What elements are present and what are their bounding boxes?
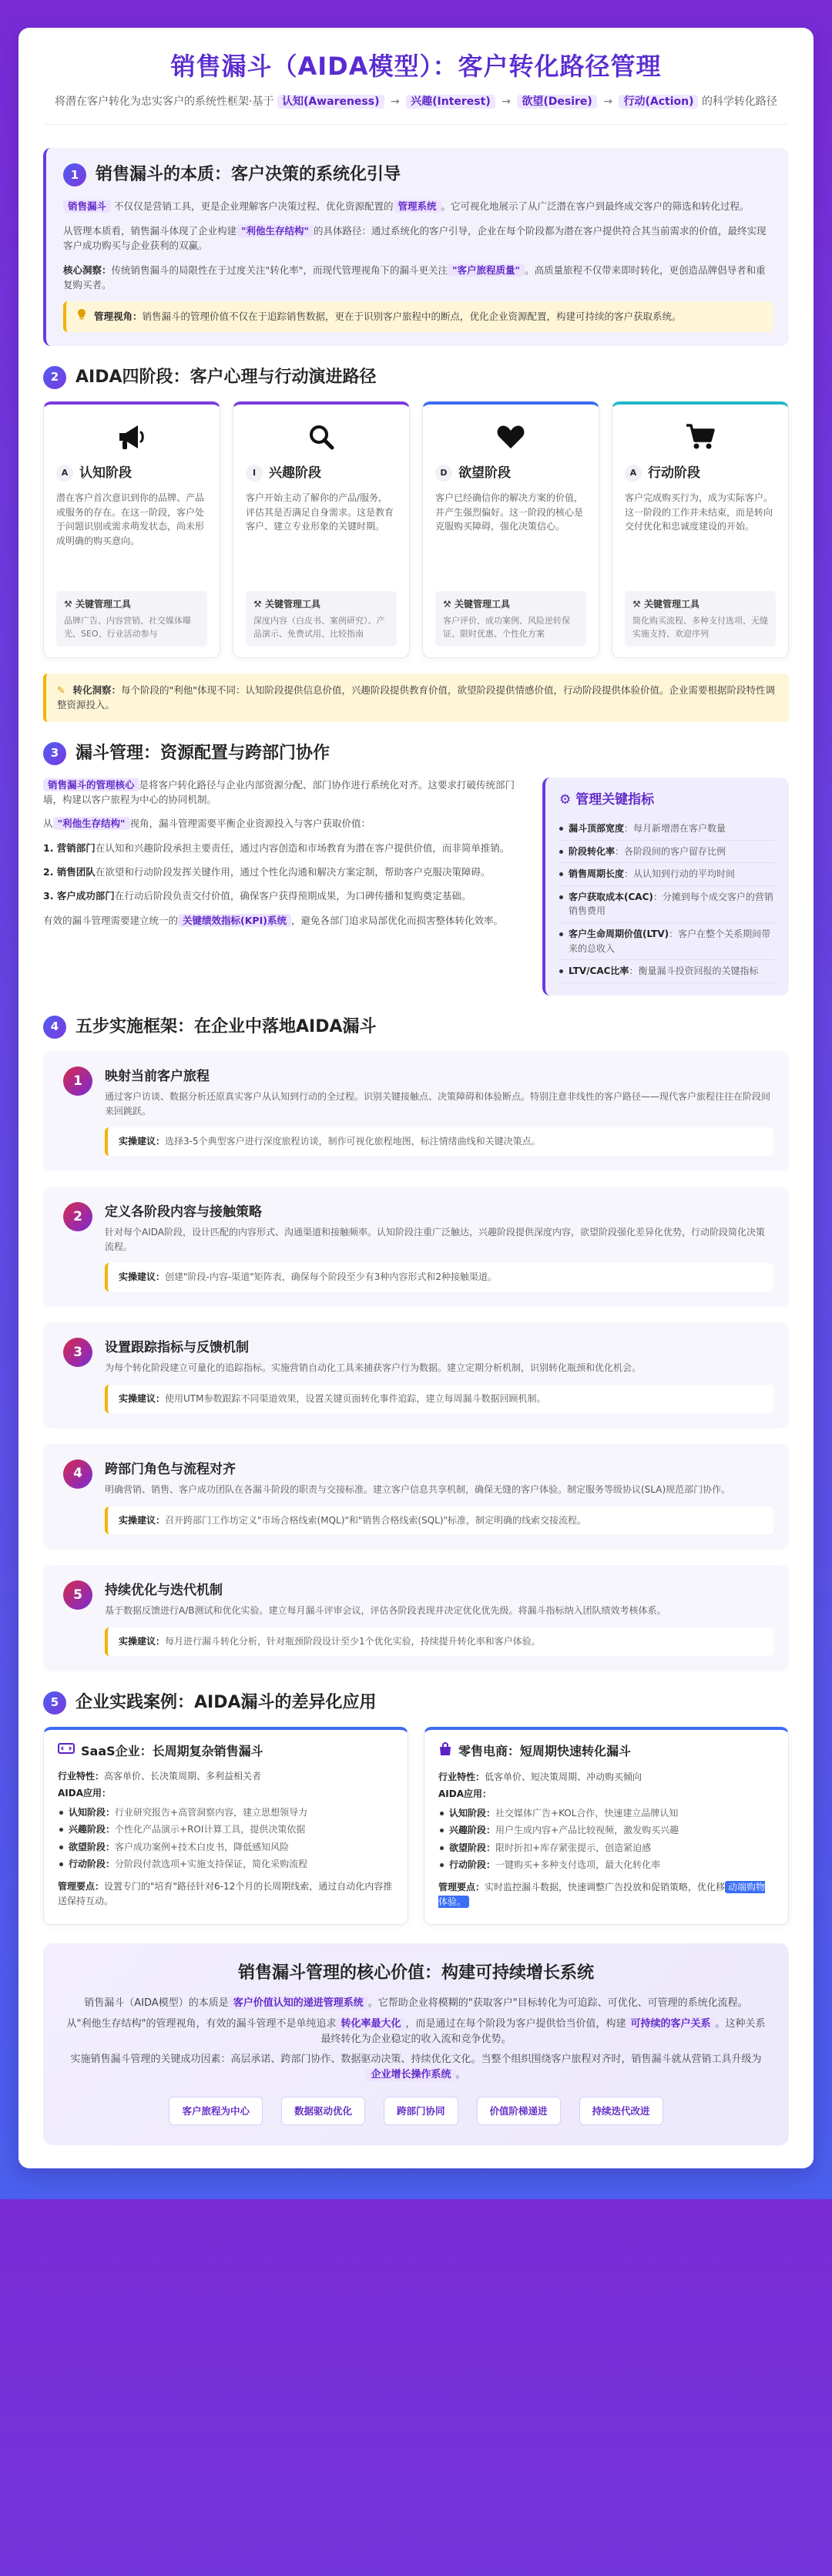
text: 。这种关系最终转化为企业稳定的收入流和竞争优势。 [320, 2017, 766, 2045]
page-subtitle [43, 94, 789, 111]
tip-text: 创建"阶段-内容-渠道"矩阵表，确保每个阶段至少有3种内容形式和2种接触渠道。 [165, 1271, 497, 1283]
section-essence [43, 148, 789, 345]
tools-list: 深度内容（白皮书、案例研究）、产品演示、免费试用、比较指南 [253, 615, 385, 639]
stage-letter: I [246, 465, 263, 482]
item-key: 兴趣阶段： [69, 1824, 116, 1835]
list-item: 销售周期长度：从认知到行动的平均时间 [559, 863, 775, 886]
step-description: 通过客户访谈、数据分析还原真实客户从认知到行动的全过程。识别关键接触点、决策障碍和体验断点。特别注意非线性的客户路径——现代客户旅程往往在阶段间来回跳跃。 [105, 1091, 771, 1117]
tools-title [253, 597, 389, 612]
stage-card-desire [422, 401, 599, 658]
step-tip [105, 1263, 773, 1291]
metric-desc: 客户在整个关系期间带来的总收入 [569, 928, 771, 954]
step-card [43, 1444, 789, 1550]
paragraph [43, 778, 527, 808]
paragraph [63, 199, 773, 213]
case-title-text: 零售电商：短周期快速转化漏斗 [458, 1744, 632, 1759]
stage-title: 欲望阶段 [458, 465, 511, 481]
item-value: 用户生成内容+产品比较视频，激发购买兴趣 [495, 1825, 679, 1836]
case-card-retail [424, 1727, 789, 1926]
section-title: AIDA四阶段：客户心理与行动演进路径 [75, 367, 377, 387]
item-key: 认知阶段： [69, 1806, 116, 1818]
tools-box [56, 591, 207, 647]
text: 。它帮助企业将模糊的"获取客户"目标转化为可追踪、可优化、可管理的系统化流程。 [367, 1997, 748, 2010]
step-number: 3 [63, 1338, 92, 1367]
metric-name: 客户生命周期价值(LTV) [569, 928, 669, 939]
pencil-icon: ✎ [57, 683, 65, 696]
item-value: 行业研究报告+高管洞察内容，建立思想领导力 [115, 1806, 308, 1818]
lead-text: 核心洞察： [63, 264, 112, 276]
step-card [43, 1051, 789, 1171]
stage-title: 行动阶段 [648, 465, 700, 481]
case-key-point [438, 1880, 774, 1909]
step-card [43, 1322, 789, 1429]
section-title: 漏斗管理：资源配置与跨部门协作 [75, 743, 330, 763]
tip-lead: 管理视角： [93, 311, 143, 323]
stage-description: 客户完成购买行为，成为实际客户。这一阶段的工作并未结束，而是转向交付优化和忠诚度建设的开始。 [625, 492, 773, 532]
arrow-icon: → [603, 95, 613, 108]
item-value: 个性化产品演示+ROI计算工具，提供决策依据 [115, 1824, 306, 1835]
highlight: "客户旅程质量" [448, 264, 525, 277]
tools-title-text: 关键管理工具 [643, 599, 699, 610]
paragraph [43, 816, 527, 831]
section-heading [43, 364, 789, 391]
metrics-title [559, 790, 775, 810]
step-body [105, 1202, 773, 1291]
steps-list [43, 1051, 789, 1671]
case-key-point [58, 1879, 394, 1908]
subtitle-suffix: 的科学转化路径 [701, 95, 777, 108]
step-number: 4 [63, 1459, 92, 1489]
tip-text: 销售漏斗的管理价值不仅在于追踪销售数据，更在于识别客户旅程中的断点，优化企业资源配置，构建可持续的客户获取系统。 [142, 311, 682, 323]
summary-title: 销售漏斗管理的核心价值：构建可持续增长系统 [237, 1963, 594, 1983]
value: 低客单价、短决策周期、冲动购买倾向 [485, 1771, 642, 1782]
step-title: 定义各阶段内容与接触策略 [105, 1204, 262, 1220]
management-text [43, 778, 527, 996]
case-list [438, 1805, 774, 1874]
lead-text: 2. 销售团队 [43, 866, 96, 878]
stage-title: 认知阶段 [79, 465, 132, 481]
metrics-list [559, 818, 775, 983]
case-studies [43, 1727, 789, 1926]
section-number: 5 [43, 1691, 66, 1715]
insight-box [43, 673, 789, 722]
subtitle-stage-awareness: 认知(Awareness) [277, 95, 384, 109]
step-tip [105, 1385, 773, 1413]
section-heading [63, 162, 773, 188]
text: 的具体路径：通过系统化的客户引导，企业在每个阶段都为潜在客户提供符合其当前需求的价值，最终实现客户成功购买与企业获利的双赢。 [63, 224, 767, 252]
text: 。高质量旅程不仅带来即时转化，更创造品牌倡导者和重复购买者。 [63, 264, 766, 291]
tag: 客户旅程为中心 [169, 2097, 263, 2125]
paragraph [43, 865, 527, 879]
insight-text: 每个阶段的"利他"体现不同：认知阶段提供信息价值，兴趣阶段提供教育价值，欲望阶段提供情感价值，行动阶段提供体验价值。企业需要根据阶段特性调整资源投入。 [57, 683, 775, 711]
case-title [58, 1742, 394, 1762]
text: 在行动后阶段负责交付价值，确保客户获得预期成果，为口碑传播和复购奠定基础。 [114, 890, 471, 902]
subtitle-stage-interest: 兴趣(Interest) [406, 95, 495, 109]
section-heading [43, 1690, 789, 1716]
tools-title-text: 关键管理工具 [454, 599, 510, 610]
item-key: 行动阶段： [449, 1859, 496, 1871]
tools-title [64, 597, 200, 612]
stage-letter: D [435, 465, 452, 482]
metric-name: 阶段转化率 [569, 845, 616, 857]
step-description: 针对每个AIDA阶段，设计匹配的内容形式、沟通渠道和接触频率。认知阶段注重广泛触达，兴趣阶段提供深度内容，欲望阶段强化差异化优势，行动阶段简化决策流程。 [105, 1227, 765, 1252]
step-tip [105, 1127, 773, 1156]
highlight: 关键绩效指标(KPI)系统 [178, 914, 291, 927]
header [43, 48, 789, 125]
label: 行业特性： [58, 1770, 105, 1782]
text: 销售漏斗（AIDA模型）的本质是 [84, 1997, 229, 2010]
step-body [105, 1338, 773, 1413]
step-number: 2 [63, 1202, 92, 1231]
cart-icon [625, 417, 776, 457]
step-title: 设置跟踪指标与反馈机制 [105, 1340, 249, 1356]
paragraph [65, 2017, 767, 2047]
section-number: 3 [43, 742, 66, 765]
tip-text: 使用UTM参数跟踪不同渠道效果，设置关键页面转化事件追踪，建立每周漏斗数据回顾机制。 [165, 1392, 546, 1404]
stage-heading [625, 463, 776, 483]
text: 从管理本质看，销售漏斗体现了企业构建 [63, 224, 237, 237]
metric-desc: 分摊到每个成交客户的营销销售费用 [569, 891, 773, 917]
text: 视角，漏斗管理需要平衡企业资源投入与客户获取价值： [129, 818, 371, 830]
list-item [438, 1822, 774, 1839]
metric-desc: 每月新增潜在客户数量 [633, 822, 726, 834]
section-heading [43, 1014, 789, 1040]
highlight: "利他生存结构" [53, 817, 130, 830]
metric-name: 客户获取成本(CAC) [569, 891, 653, 902]
step-title: 映射当前客户旅程 [105, 1068, 210, 1084]
tools-box [246, 591, 397, 647]
metrics-box [542, 778, 789, 996]
section-number: 2 [43, 366, 66, 389]
step-title: 跨部门角色与流程对齐 [105, 1461, 236, 1477]
item-value: 客户成功案例+技术白皮书，降低感知风险 [115, 1841, 290, 1852]
list-item [438, 1805, 774, 1822]
item-key: 兴趣阶段： [449, 1825, 496, 1836]
tag: 持续迭代改进 [579, 2097, 663, 2125]
tools-title [632, 597, 768, 612]
stage-heading [435, 463, 586, 483]
label: AIDA应用： [58, 1788, 112, 1799]
step-tip [105, 1506, 773, 1535]
paragraph [63, 263, 773, 293]
paragraph [43, 888, 527, 903]
tools-icon: ⚒ [443, 599, 455, 610]
case-industry [58, 1769, 394, 1784]
metric-name: 销售周期长度 [569, 868, 625, 880]
tools-list: 客户评价、成功案例、风险逆转保证、限时优惠、个性化方案 [443, 615, 570, 639]
highlight: 客户价值认知的递进管理系统 [229, 1997, 368, 2010]
value: 高客单价、长决策周期、多利益相关者 [104, 1770, 262, 1782]
label: 行业特性： [438, 1771, 485, 1782]
metric-name: LTV/CAC比率 [569, 966, 629, 977]
section-title: 五步实施框架：在企业中落地AIDA漏斗 [75, 1016, 377, 1036]
gears-icon: ⚙ [559, 791, 576, 808]
arrow-icon: → [390, 95, 400, 108]
value: 设置专门的"培育"路径针对6-12个月的长周期线索，通过自动化内容推送保持互动。 [58, 1881, 393, 1906]
text: 。 [455, 2068, 466, 2081]
tip-text: 选择3-5个典型客户进行深度旅程访谈，制作可视化旅程地图，标注情绪曲线和关键决策点。 [165, 1136, 541, 1147]
paragraph [65, 2052, 767, 2083]
tag: 跨部门协同 [384, 2097, 458, 2125]
text: 不仅仅是营销工具，更是企业理解客户决策过程、优化资源配置的 [114, 200, 394, 213]
step-description: 基于数据反馈进行A/B测试和优化实验。建立每月漏斗评审会议，评估各阶段表现并决定优化优先级。将漏斗指标纳入团队绩效考核体系。 [105, 1605, 666, 1617]
stage-card-action [612, 401, 789, 658]
step-description: 明确营销、销售、客户成功团队在各漏斗阶段的职责与交接标准。建立客户信息共享机制，确保无缝的客户体验。制定服务等级协议(SLA)规范部门协作。 [105, 1483, 731, 1495]
tools-box [625, 591, 776, 647]
saas-icon [58, 1742, 75, 1762]
text: 实施销售漏斗管理的关键成功因素：高层承诺、跨部门协作、数据驱动决策、持续优化文化。当整个组织围绕客户旅程对齐时，销售漏斗就从营销工具升级为 [70, 2053, 762, 2065]
tag-list [65, 2097, 767, 2125]
stage-description: 客户已经确信你的解决方案的价值，并产生强烈偏好。这一阶段的核心是克服购买障碍，强化决策信心。 [435, 492, 584, 532]
highlight: 销售漏斗 [63, 200, 111, 213]
tip-box [63, 301, 773, 331]
paragraph [63, 223, 773, 254]
item-value: 社交媒体广告+KOL合作，快速建立品牌认知 [495, 1807, 679, 1819]
item-key: 欲望阶段： [69, 1841, 116, 1852]
subtitle-stage-action: 行动(Action) [619, 95, 698, 109]
metric-desc: 衡量漏斗投资回报的关键指标 [638, 966, 759, 977]
list-item: 阶段转化率：各阶段间的客户留存比例 [559, 841, 775, 864]
item-key: 欲望阶段： [449, 1842, 496, 1853]
list-item [58, 1804, 394, 1822]
tip-lead: 实操建议： [119, 1271, 166, 1283]
metric-desc: 从认知到行动的平均时间 [633, 868, 736, 880]
text: 从"利他生存结构"的管理视角，有效的漏斗管理不是单纯追求 [66, 2017, 337, 2030]
list-item [438, 1839, 774, 1857]
list-item: LTV/CAC比率：衡量漏斗投资回报的关键指标 [559, 960, 775, 983]
step-title: 持续优化与迭代机制 [105, 1583, 223, 1599]
section-number: 4 [43, 1016, 66, 1039]
page-card [18, 28, 814, 2168]
case-app-label [58, 1786, 394, 1801]
case-app-label [438, 1787, 774, 1802]
label: 管理要点： [58, 1881, 105, 1893]
step-card [43, 1187, 789, 1307]
section-number: 1 [63, 163, 86, 186]
aida-stages [43, 401, 789, 658]
arrow-icon: → [502, 95, 511, 108]
tools-list: 简化购买流程、多种支付选项、无缝实施支持、欢迎序列 [632, 615, 768, 639]
text: ，避免各部门追求局部优化而损害整体转化效率。 [290, 914, 503, 926]
stage-heading [246, 463, 397, 483]
tools-list: 品牌广告、内容营销、社交媒体曝光、SEO、行业活动参与 [64, 615, 191, 639]
stage-letter: A [625, 465, 642, 482]
step-body [105, 1066, 773, 1156]
tip-lead: 实操建议： [119, 1392, 166, 1404]
tools-title-text: 关键管理工具 [75, 599, 131, 610]
highlight: 销售漏斗的管理核心 [43, 778, 139, 791]
section-management [43, 778, 789, 996]
step-card [43, 1565, 789, 1671]
highlight: 管理系统 [394, 200, 441, 213]
tools-icon: ⚒ [64, 599, 75, 610]
step-body [105, 1580, 773, 1656]
tip-text: 每月进行漏斗转化分析，针对瓶颈阶段设计至少1个优化实验，持续提升转化率和客户体验。 [165, 1636, 541, 1647]
section-title: 企业实践案例：AIDA漏斗的差异化应用 [75, 1692, 377, 1712]
case-card-saas [43, 1727, 408, 1926]
tip-lead: 实操建议： [119, 1514, 166, 1526]
tools-icon: ⚒ [632, 599, 644, 610]
paragraph [43, 913, 527, 928]
stage-letter: A [56, 465, 73, 482]
item-value: 限时折扣+库存紧张提示，创造紧迫感 [495, 1842, 652, 1853]
subtitle-stage-desire: 欲望(Desire) [517, 95, 596, 109]
step-tip [105, 1627, 773, 1656]
highlight: 可持续的客户关系 [626, 2017, 715, 2030]
stage-card-awareness [43, 401, 220, 658]
text: 。它可视化地展示了从广泛潜在客户到最终成交客户的筛选和转化过程。 [441, 200, 750, 213]
stage-card-interest [233, 401, 410, 658]
step-description: 为每个转化阶段建立可量化的追踪指标。实施营销自动化工具来捕获客户行为数据。建立定期分析机制，识别转化瓶颈和优化机会。 [105, 1362, 642, 1374]
text: 在认知和兴趣阶段承担主要责任，通过内容创造和市场教育为潜在客户提供价值，而非简单推销。 [95, 841, 510, 854]
section-heading [43, 741, 789, 767]
metric-desc: 各阶段间的客户留存比例 [624, 845, 726, 857]
lead-text: 1. 营销部门 [43, 841, 96, 854]
text: 有效的漏斗管理需要建立统一的 [43, 914, 179, 926]
search-icon [246, 417, 397, 457]
list-item: 漏斗顶部宽度：每月新增潜在客户数量 [559, 818, 775, 841]
stage-description: 客户开始主动了解你的产品/服务，评估其是否满足自身需求。这是教育客户、建立专业形象的关键时期。 [246, 492, 394, 532]
tip-lead: 实操建议： [119, 1636, 166, 1647]
text: 传统销售漏斗的局限性在于过度关注"转化率"，而现代管理视角下的漏斗更关注 [111, 264, 448, 276]
step-body [105, 1459, 773, 1535]
tools-title [443, 597, 579, 612]
label: 管理要点： [438, 1882, 485, 1893]
tools-title-text: 关键管理工具 [264, 599, 320, 610]
page-title: 销售漏斗（AIDA模型）：客户转化路径管理 [170, 52, 662, 81]
highlight: "利他生存结构" [237, 224, 314, 237]
item-value: 一键购买+多种支付选项，最大化转化率 [495, 1859, 661, 1871]
highlight: 企业增长操作系统 [366, 2068, 455, 2081]
metrics-title-text: 管理关键指标 [575, 791, 655, 808]
paragraph [43, 841, 527, 855]
step-number: 5 [63, 1580, 92, 1610]
heart-icon [435, 417, 586, 457]
case-title [438, 1742, 774, 1762]
list-item: 客户获取成本(CAC)：分摊到每个成交客户的营销销售费用 [559, 886, 775, 923]
list-item [58, 1839, 394, 1856]
item-key: 行动阶段： [69, 1859, 116, 1870]
bag-icon [438, 1742, 452, 1762]
selected-text: 动端购物体验。 [438, 1882, 766, 1907]
list-item [58, 1856, 394, 1873]
stage-title: 兴趣阶段 [269, 465, 321, 481]
tools-box [435, 591, 586, 647]
lead-text: 3. 客户成功部门 [43, 890, 115, 902]
tip-lead: 实操建议： [119, 1136, 166, 1147]
step-number: 1 [63, 1066, 92, 1096]
item-key: 认知阶段： [449, 1807, 496, 1819]
text: 在欲望和行动阶段发挥关键作用，通过个性化沟通和解决方案定制，帮助客户克服决策障碍。 [95, 866, 491, 878]
summary-box [43, 1943, 789, 2145]
paragraph [65, 1996, 767, 2011]
tag: 数据驱动优化 [281, 2097, 365, 2125]
lightbulb-icon [77, 311, 89, 322]
subtitle-prefix: 将潜在客户转化为忠实客户的系统性框架·基于 [55, 95, 274, 108]
insight-lead: 转化洞察： [72, 683, 121, 696]
megaphone-icon [56, 417, 207, 457]
item-value: 分阶段付款选项+实施支持保证，简化采购流程 [115, 1859, 308, 1870]
case-list [58, 1804, 394, 1873]
list-item: 客户生命周期价值(LTV)：客户在整个关系期间带来的总收入 [559, 923, 775, 960]
list-item [58, 1821, 394, 1839]
list-item [438, 1856, 774, 1874]
tag: 价值阶梯递进 [477, 2097, 561, 2125]
case-title-text: SaaS企业：长周期复杂销售漏斗 [81, 1743, 263, 1758]
label: AIDA应用： [438, 1788, 492, 1800]
highlight: 转化率最大化 [336, 2017, 405, 2030]
case-industry [438, 1770, 774, 1785]
text: 从 [43, 818, 53, 830]
stage-heading [56, 463, 207, 483]
text: ，而是通过在每个阶段为客户提供恰当价值，构建 [405, 2017, 626, 2030]
value: 实时监控漏斗数据，快速调整广告投放和促销策略，优化移 [485, 1882, 726, 1893]
metric-name: 漏斗顶部宽度 [569, 822, 625, 834]
tools-icon: ⚒ [253, 599, 265, 610]
text: 是将客户转化路径与企业内部资源分配、部门协作进行系统化对齐。这要求打破传统部门墙，构建以客户旅程为中心的协同机制。 [43, 778, 515, 805]
tip-text: 召开跨部门工作坊定义"市场合格线索(MQL)"和"销售合格线索(SQL)"标准，制定明确的线索交接流程。 [165, 1514, 587, 1526]
section-title: 销售漏斗的本质：客户决策的系统化引导 [96, 165, 401, 185]
stage-description: 潜在客户首次意识到你的品牌、产品或服务的存在。在这一阶段，客户处于问题识别或需求萌发状态，尚未形成明确的购买意向。 [56, 492, 205, 546]
